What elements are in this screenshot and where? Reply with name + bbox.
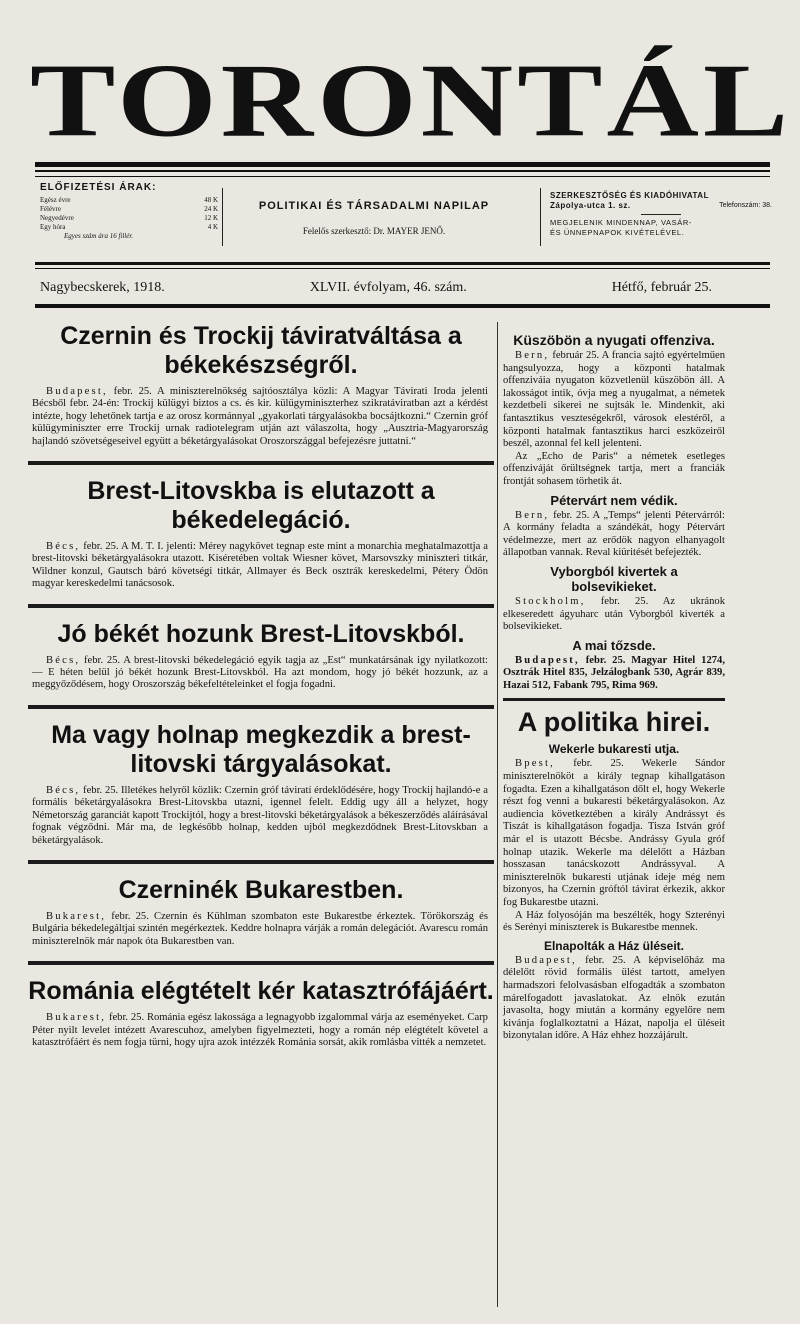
subscription-row xyxy=(40,196,218,205)
article-body xyxy=(503,596,725,634)
article-body xyxy=(32,785,488,847)
article-body xyxy=(503,510,725,560)
price-label: Egész évre xyxy=(40,196,71,204)
article-text: febr. 25. A miniszterelnökség sajtóosztálya közli: A Magyar Távirati Iroda jelenti Bécsből febr. 24-én: Trockij külügyi biztos a cs. és kir. külügyminiszterhez szikratáviratban azt a kérdést intézte, hogy lehetőnek tartja e az orosz kormánnyal „gyakorlati tárgyalásokba bocsájtkozni.“ Czernin gróf külügyminiszter erre Trockij urnak radiotelegram utján azt válaszolta, hogy „Ausztria-Magyarország hajlandó szövetségeseivel együtt a béketárgyalásokat Oroszországgal befejezésre juttatni.“ xyxy=(32,386,488,447)
article-body xyxy=(503,350,725,451)
article-text: febr. 25. A „Temps“ jelenti Pétervárról: A kormány feladta a szándékát, hogy Pétervárt védelmezze, mert az erődök nagyon elhanyagolt állapotban vannak. Reval kiüritését befejezték. xyxy=(503,509,725,559)
article-text: febr. 25. Czernin és Kühlman szombaton este Bukarestbe érkeztek. Törökország és Bulgária békedelegáltjai szintén megérkeztek. Keddre holnapra várják a román delegációt. Avarescu román miniszterelnök már napok óta Bukarestben van. xyxy=(32,910,488,947)
article xyxy=(28,977,494,1049)
price-value: 48 K xyxy=(204,196,218,204)
article-headline: Elnapolták a Ház üléseit. xyxy=(543,938,685,953)
header-rule-thin xyxy=(35,268,770,269)
section-title: A politika hirei. xyxy=(517,707,711,738)
price-value: 24 K xyxy=(204,205,218,213)
article-rule xyxy=(28,705,494,709)
left-column xyxy=(28,322,494,1049)
masthead-title: TORONTÁL xyxy=(30,41,793,159)
article-text: Az „Echo de Paris“ a németek esetleges offenziváját őrültségnek tartja, mert a franciák frontját sohasem törhetik át. xyxy=(503,450,725,487)
dateline-volume: XLVII. évfolyam, 46. szám. xyxy=(309,280,467,295)
paper-subtitle: POLITIKAI ÉS TÁRSADALMI NAPILAP xyxy=(258,200,490,212)
header-rule xyxy=(35,262,770,265)
article-place: Bpest, xyxy=(515,758,555,770)
single-copy-price: Egyes szám ára 16 fillér. xyxy=(64,232,134,240)
article-rule xyxy=(28,604,494,608)
article-body xyxy=(32,541,488,591)
article-place: Bern, xyxy=(515,350,550,361)
column-divider xyxy=(497,322,498,1307)
subscription-row xyxy=(40,214,218,223)
article-text: febr. 25. Románia egész lakossága a legnagyobb izgalommal várja az eseményeket. Carp Péter nyilt levelet intézett Avarescuhoz, amelyben figyelmezteti, hogy a román nép elégtételt követel a katasztrófáért és nem fogja türni, hogy ujra azok intézzék Románia sorsát, akik romlásba vitték a nemzetet. xyxy=(32,1012,488,1048)
office-separator xyxy=(641,214,681,215)
subscription-title: ELŐFIZETÉSI ÁRAK: xyxy=(40,182,157,193)
office-phone: Telefonszám: 38. xyxy=(719,202,772,209)
office-address: Zápolya-utca 1. sz. xyxy=(550,201,631,210)
subscription-box xyxy=(40,183,218,241)
article-body xyxy=(32,655,488,692)
price-value: 4 K xyxy=(207,223,218,231)
article-headline: Jó békét hozunk Brest-Litovskból. xyxy=(57,619,465,648)
dateline xyxy=(40,280,712,296)
article-text: febr. 25. Wekerle Sándor miniszterelnököt a király tegnap kihallgatáson fogadta. Ezen a kihallgatáson dőlt el, hogy Wekerle részt fog venni a bukaresti béketárgyalásokon. Az audiencia következtében a király Andrássyt és Tiszát is kihallgatáson fogadja. Tisza István gróf már el is utazott Bécsbe. Andrássy Gyula gróf holnap utazik. Wekerle ma délelőtt a Házban hosszasan tanácskozott Andrássyval. A miniszterelnök bukaresti utjának ideje még nem bizonyos, ha Czernin gróftól távirat érkezik, akkor fog Bukarestbe utazni. xyxy=(503,758,725,908)
article-headline: Wekerle bukaresti utja. xyxy=(548,742,680,757)
schedule-line: MEGJELENIK MINDENNAP, VASÁR- xyxy=(550,218,692,227)
masthead-rule-thin xyxy=(35,170,770,172)
office-title: SZERKESZTŐSÉG ÉS KIADÓHIVATAL xyxy=(550,191,709,200)
price-label: Negyedévre xyxy=(40,214,74,222)
article-place: Bécs, xyxy=(46,541,81,553)
article-place: Budapest, xyxy=(515,654,580,666)
article-headline: Pétervárt nem védik. xyxy=(550,492,678,508)
header-divider xyxy=(540,188,541,246)
article xyxy=(28,721,494,847)
article-text: február 25. A francia sajtó egyértelműen hangsulyozza, hogy a központi hatalmak offenziváia nyugaton közvetlenül küszöbön áll. A lakosságot intik, óvja meg a nyugalmat, a németek kezdetbeli sikerei ne sujtsák le. Mindenkit, aki fantasztikus veszteségekről, városok elestéről, a központi hatalmak fantasztikus harci eszközeiről beszél, azonnal fel kell jelenteni. xyxy=(503,350,725,450)
article-rule xyxy=(28,961,494,965)
office-contact xyxy=(550,201,772,211)
header-divider xyxy=(222,188,223,246)
article xyxy=(28,876,494,948)
article-place: Bukarest, xyxy=(46,910,107,922)
article-text: febr. 25. A brest-litovski békedelegáció egyik tagja az „Est“ munkatársának igy nyilatkozott: — E héten belül jó békét hozunk Brest-Litovskból. Ha azt mondom, hogy jó békét hozzunk, az a meggyőződésem, hogy Oroszország békefeltételeinket el fogja fogadni. xyxy=(32,654,488,691)
subscription-row xyxy=(40,205,218,214)
article-headline: Küszöbön a nyugati offenziva. xyxy=(513,332,715,348)
article-text: febr. 25. Magyar Hitel 1274, Osztrák Hitel 835, Jelzálogbank 530, Agrár 839, Hazai 512, Fabank 795, Rima 969. xyxy=(503,654,725,691)
article-text: febr. 25. Az ukránok elkeseredett ágyuharc után Vyborgból kiverték a bolsevikieket. xyxy=(503,595,725,633)
article-body xyxy=(503,955,725,1043)
dateline-place: Nagybecskerek, 1918. xyxy=(40,280,165,295)
section-rule xyxy=(503,698,725,701)
article-text: A Ház folyosóján ma beszélték, hogy Szterényi és Serényi miniszterek is Bukarestbe mennek. xyxy=(503,909,725,934)
article-headline: Czerninék Bukarestben. xyxy=(118,875,404,904)
article-headline: bolsevikieket. xyxy=(571,578,657,594)
article-text: febr. 25. A képviselőház ma délelőtt rövid formális ülést tartott, amelyen harmadszori felolvasásban elfogadták a szombaton márelfogadott javaslatokat. Az elnök ezután javasolta, hogy miután a kormány egyelőre nem kivánja foglalkoztatni a Házat, napolja el üléseit bizonytalan időre. A Ház ehhez hozzájárult. xyxy=(503,954,725,1042)
article-place: Bécs, xyxy=(46,784,81,796)
schedule-line: ÉS ÜNNEPNAPOK KIVÉTELÉVEL. xyxy=(550,228,685,237)
article-text: febr. 25. A M. T. I. jelenti: Mérey nagykövet tegnap este mint a monarchia meghatalmazottja a brest-litovski béketárgyalásokra utazott. Kiséretében voltak Wiesner követ, Marsovszky miniszteri titkár, Wildner konzul, Gautsch báró követségi titkár, Allmayer és Beck osztrák kereskedelmi, Pétery Ödön magyar kereskedelmi tanácsosok. xyxy=(32,541,488,590)
article-rule xyxy=(28,461,494,465)
price-value: 12 K xyxy=(204,214,218,222)
office-box xyxy=(550,191,772,238)
editor-line: Felelős szerkesztő: Dr. MAYER JENŐ. xyxy=(302,226,446,236)
subscription-row xyxy=(40,223,218,232)
price-label: Egy hóra xyxy=(40,223,66,231)
article-body xyxy=(32,911,488,948)
article-rule xyxy=(28,860,494,864)
article-headline: Ma vagy holnap megkezdik a brest-litovski tárgyalásokat. xyxy=(51,720,471,778)
article xyxy=(28,477,494,591)
article-text: febr. 25. Illetékes helyről közlik: Czernin gróf táviratí érdeklődésére, hogy Trockij hajlandó-e a formális béketárgyalásokra Brest-Litovskba utazni, igennel felelt. Eddig ugy áll a helyzet, hogy Németország garanciát kapott Trockijtól, hogy a brest-litovski béketárgyalások a békeszerződés aláírásával fognak végződni. Már ma, de legkésőbb holnap, kedden ujból megkezdődnek Brest-Litovskban a béketárgyalások. xyxy=(32,784,488,846)
price-label: Félévre xyxy=(40,205,61,213)
masthead-rule-hair xyxy=(35,176,770,177)
article-headline: Vyborgból kivertek a xyxy=(550,563,678,579)
article-headline: Brest-Litovskba is elutazott a békedelegáció. xyxy=(87,477,435,535)
article-headline: A mai tőzsde. xyxy=(572,637,656,653)
article xyxy=(28,620,494,692)
article xyxy=(28,322,494,448)
article-place: Bécs, xyxy=(46,654,81,666)
right-column xyxy=(503,328,725,1043)
dateline-date: Hétfő, február 25. xyxy=(611,280,712,295)
dateline-rule xyxy=(35,304,770,308)
article-place: Budapest, xyxy=(515,954,577,966)
article-body xyxy=(503,758,725,909)
article-headline: Czernin és Trockij táviratváltása a békekészségről. xyxy=(60,322,462,379)
article-place: Stockholm, xyxy=(515,595,586,607)
article-body xyxy=(32,1012,488,1049)
masthead-rule xyxy=(35,162,770,167)
article-headline: Románia elégtételt kér katasztrófájáért. xyxy=(28,977,494,1006)
article-place: Budapest, xyxy=(46,386,108,397)
header-center xyxy=(228,200,520,236)
article-place: Bern, xyxy=(515,509,550,521)
article-place: Bukarest, xyxy=(46,1012,107,1024)
article-body xyxy=(32,386,488,448)
article-body xyxy=(503,655,725,693)
